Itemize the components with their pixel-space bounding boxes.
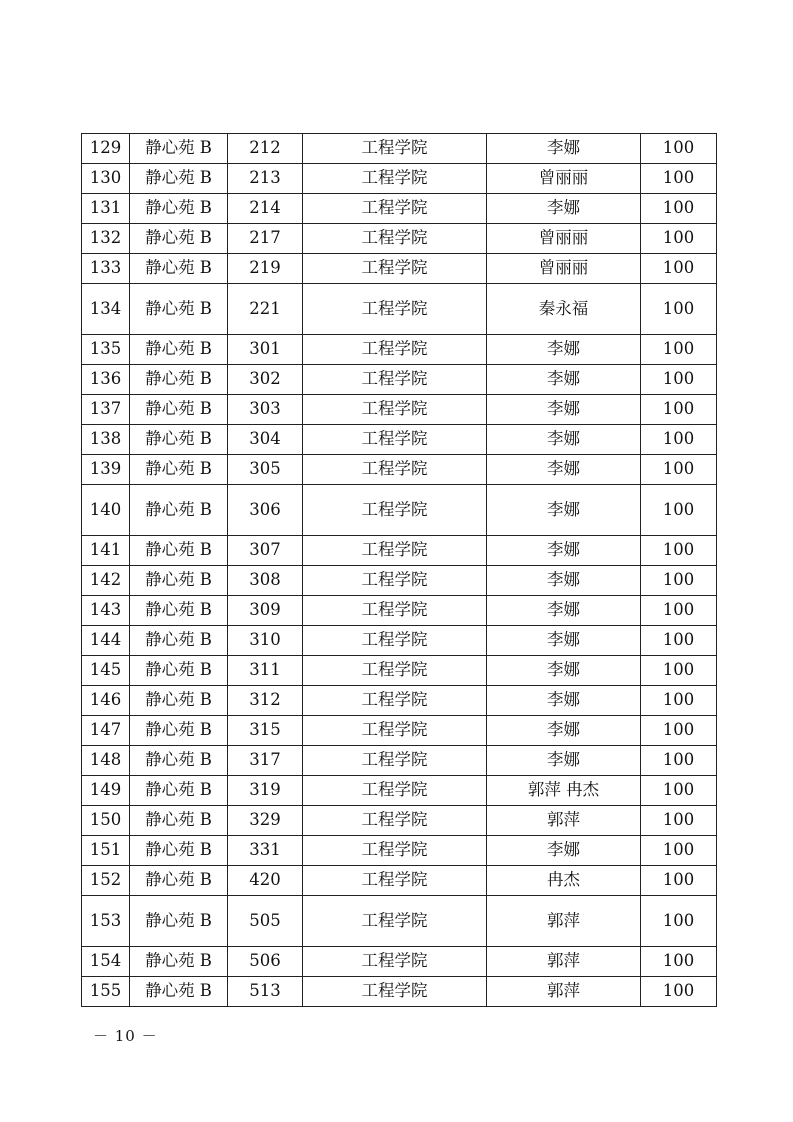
table-row	[82, 746, 717, 776]
score-cell: 100	[641, 866, 717, 896]
room-number-cell: 213	[228, 164, 303, 194]
row-number-cell: 129	[82, 134, 130, 164]
counselor-cell: 郭萍	[487, 896, 641, 947]
college-cell: 工程学院	[303, 134, 487, 164]
building-cell: 静心苑 B	[130, 164, 228, 194]
row-number-cell: 137	[82, 395, 130, 425]
college-cell: 工程学院	[303, 896, 487, 947]
counselor-cell: 李娜	[487, 626, 641, 656]
college-cell: 工程学院	[303, 455, 487, 485]
counselor-cell: 曾丽丽	[487, 164, 641, 194]
college-cell: 工程学院	[303, 164, 487, 194]
row-number-cell: 141	[82, 536, 130, 566]
college-cell: 工程学院	[303, 716, 487, 746]
dormitory-score-table	[81, 133, 717, 1007]
table-row	[82, 254, 717, 284]
building-cell: 静心苑 B	[130, 224, 228, 254]
table-row	[82, 224, 717, 254]
room-number-cell: 308	[228, 566, 303, 596]
counselor-cell: 李娜	[487, 596, 641, 626]
building-cell: 静心苑 B	[130, 536, 228, 566]
table-row	[82, 866, 717, 896]
college-cell: 工程学院	[303, 596, 487, 626]
counselor-cell: 李娜	[487, 395, 641, 425]
room-number-cell: 217	[228, 224, 303, 254]
table-row	[82, 536, 717, 566]
table-row	[82, 194, 717, 224]
score-cell: 100	[641, 365, 717, 395]
score-cell: 100	[641, 134, 717, 164]
college-cell: 工程学院	[303, 224, 487, 254]
row-number-cell: 142	[82, 566, 130, 596]
room-number-cell: 302	[228, 365, 303, 395]
college-cell: 工程学院	[303, 947, 487, 977]
score-cell: 100	[641, 224, 717, 254]
building-cell: 静心苑 B	[130, 776, 228, 806]
building-cell: 静心苑 B	[130, 836, 228, 866]
building-cell: 静心苑 B	[130, 947, 228, 977]
counselor-cell: 李娜	[487, 365, 641, 395]
score-cell: 100	[641, 836, 717, 866]
college-cell: 工程学院	[303, 425, 487, 455]
score-cell: 100	[641, 254, 717, 284]
score-cell: 100	[641, 335, 717, 365]
table-row	[82, 776, 717, 806]
counselor-cell: 李娜	[487, 686, 641, 716]
college-cell: 工程学院	[303, 284, 487, 335]
table-row	[82, 686, 717, 716]
table-row	[82, 134, 717, 164]
table-row	[82, 485, 717, 536]
table-row	[82, 365, 717, 395]
room-number-cell: 317	[228, 746, 303, 776]
score-cell: 100	[641, 626, 717, 656]
building-cell: 静心苑 B	[130, 866, 228, 896]
college-cell: 工程学院	[303, 395, 487, 425]
college-cell: 工程学院	[303, 485, 487, 536]
college-cell: 工程学院	[303, 365, 487, 395]
room-number-cell: 305	[228, 455, 303, 485]
table-row	[82, 566, 717, 596]
building-cell: 静心苑 B	[130, 134, 228, 164]
table-row	[82, 656, 717, 686]
counselor-cell: 李娜	[487, 455, 641, 485]
room-number-cell: 309	[228, 596, 303, 626]
row-number-cell: 139	[82, 455, 130, 485]
counselor-cell: 李娜	[487, 656, 641, 686]
building-cell: 静心苑 B	[130, 254, 228, 284]
score-cell: 100	[641, 716, 717, 746]
counselor-cell: 李娜	[487, 485, 641, 536]
score-cell: 100	[641, 395, 717, 425]
score-cell: 100	[641, 284, 717, 335]
table-row	[82, 284, 717, 335]
building-cell: 静心苑 B	[130, 716, 228, 746]
row-number-cell: 149	[82, 776, 130, 806]
row-number-cell: 136	[82, 365, 130, 395]
college-cell: 工程学院	[303, 746, 487, 776]
building-cell: 静心苑 B	[130, 626, 228, 656]
college-cell: 工程学院	[303, 866, 487, 896]
building-cell: 静心苑 B	[130, 896, 228, 947]
counselor-cell: 曾丽丽	[487, 224, 641, 254]
college-cell: 工程学院	[303, 776, 487, 806]
counselor-cell: 李娜	[487, 536, 641, 566]
counselor-cell: 郭萍	[487, 977, 641, 1007]
score-cell: 100	[641, 536, 717, 566]
room-number-cell: 221	[228, 284, 303, 335]
score-cell: 100	[641, 947, 717, 977]
room-number-cell: 306	[228, 485, 303, 536]
building-cell: 静心苑 B	[130, 194, 228, 224]
building-cell: 静心苑 B	[130, 566, 228, 596]
table-row	[82, 806, 717, 836]
score-cell: 100	[641, 425, 717, 455]
room-number-cell: 505	[228, 896, 303, 947]
counselor-cell: 曾丽丽	[487, 254, 641, 284]
college-cell: 工程学院	[303, 194, 487, 224]
row-number-cell: 151	[82, 836, 130, 866]
room-number-cell: 319	[228, 776, 303, 806]
room-number-cell: 420	[228, 866, 303, 896]
counselor-cell: 冉杰	[487, 866, 641, 896]
room-number-cell: 312	[228, 686, 303, 716]
counselor-cell: 李娜	[487, 746, 641, 776]
college-cell: 工程学院	[303, 335, 487, 365]
row-number-cell: 152	[82, 866, 130, 896]
counselor-cell: 李娜	[487, 134, 641, 164]
building-cell: 静心苑 B	[130, 596, 228, 626]
room-number-cell: 214	[228, 194, 303, 224]
counselor-cell: 李娜	[487, 194, 641, 224]
score-cell: 100	[641, 977, 717, 1007]
table-row	[82, 977, 717, 1007]
counselor-cell: 秦永福	[487, 284, 641, 335]
counselor-cell: 郭萍	[487, 806, 641, 836]
building-cell: 静心苑 B	[130, 485, 228, 536]
row-number-cell: 143	[82, 596, 130, 626]
building-cell: 静心苑 B	[130, 977, 228, 1007]
score-cell: 100	[641, 455, 717, 485]
room-number-cell: 331	[228, 836, 303, 866]
building-cell: 静心苑 B	[130, 806, 228, 836]
room-number-cell: 329	[228, 806, 303, 836]
table-row	[82, 455, 717, 485]
building-cell: 静心苑 B	[130, 656, 228, 686]
college-cell: 工程学院	[303, 977, 487, 1007]
row-number-cell: 153	[82, 896, 130, 947]
score-cell: 100	[641, 656, 717, 686]
room-number-cell: 301	[228, 335, 303, 365]
college-cell: 工程学院	[303, 686, 487, 716]
room-number-cell: 311	[228, 656, 303, 686]
building-cell: 静心苑 B	[130, 425, 228, 455]
college-cell: 工程学院	[303, 254, 487, 284]
score-cell: 100	[641, 806, 717, 836]
row-number-cell: 148	[82, 746, 130, 776]
counselor-cell: 李娜	[487, 716, 641, 746]
counselor-cell: 郭萍	[487, 947, 641, 977]
college-cell: 工程学院	[303, 656, 487, 686]
room-number-cell: 307	[228, 536, 303, 566]
table-row	[82, 626, 717, 656]
row-number-cell: 146	[82, 686, 130, 716]
building-cell: 静心苑 B	[130, 686, 228, 716]
row-number-cell: 140	[82, 485, 130, 536]
table-row	[82, 836, 717, 866]
row-number-cell: 150	[82, 806, 130, 836]
row-number-cell: 147	[82, 716, 130, 746]
row-number-cell: 134	[82, 284, 130, 335]
row-number-cell: 130	[82, 164, 130, 194]
college-cell: 工程学院	[303, 536, 487, 566]
table-row	[82, 164, 717, 194]
building-cell: 静心苑 B	[130, 365, 228, 395]
building-cell: 静心苑 B	[130, 284, 228, 335]
table-row	[82, 425, 717, 455]
score-cell: 100	[641, 746, 717, 776]
row-number-cell: 138	[82, 425, 130, 455]
room-number-cell: 506	[228, 947, 303, 977]
table-row	[82, 896, 717, 947]
counselor-cell: 李娜	[487, 566, 641, 596]
room-number-cell: 303	[228, 395, 303, 425]
room-number-cell: 315	[228, 716, 303, 746]
row-number-cell: 132	[82, 224, 130, 254]
college-cell: 工程学院	[303, 626, 487, 656]
row-number-cell: 131	[82, 194, 130, 224]
college-cell: 工程学院	[303, 566, 487, 596]
room-number-cell: 219	[228, 254, 303, 284]
building-cell: 静心苑 B	[130, 455, 228, 485]
college-cell: 工程学院	[303, 836, 487, 866]
row-number-cell: 155	[82, 977, 130, 1007]
score-cell: 100	[641, 164, 717, 194]
table-row	[82, 335, 717, 365]
row-number-cell: 154	[82, 947, 130, 977]
row-number-cell: 144	[82, 626, 130, 656]
page-number: － 10 －	[93, 1027, 158, 1045]
room-number-cell: 304	[228, 425, 303, 455]
score-cell: 100	[641, 485, 717, 536]
counselor-cell: 郭萍 冉杰	[487, 776, 641, 806]
counselor-cell: 李娜	[487, 836, 641, 866]
score-cell: 100	[641, 686, 717, 716]
score-cell: 100	[641, 596, 717, 626]
score-cell: 100	[641, 896, 717, 947]
building-cell: 静心苑 B	[130, 395, 228, 425]
table-row	[82, 716, 717, 746]
college-cell: 工程学院	[303, 806, 487, 836]
table-row	[82, 947, 717, 977]
row-number-cell: 145	[82, 656, 130, 686]
score-cell: 100	[641, 776, 717, 806]
row-number-cell: 133	[82, 254, 130, 284]
table-body	[82, 134, 717, 1007]
building-cell: 静心苑 B	[130, 746, 228, 776]
score-cell: 100	[641, 194, 717, 224]
table-row	[82, 596, 717, 626]
table-row	[82, 395, 717, 425]
row-number-cell: 135	[82, 335, 130, 365]
counselor-cell: 李娜	[487, 335, 641, 365]
room-number-cell: 310	[228, 626, 303, 656]
room-number-cell: 212	[228, 134, 303, 164]
score-cell: 100	[641, 566, 717, 596]
building-cell: 静心苑 B	[130, 335, 228, 365]
room-number-cell: 513	[228, 977, 303, 1007]
counselor-cell: 李娜	[487, 425, 641, 455]
